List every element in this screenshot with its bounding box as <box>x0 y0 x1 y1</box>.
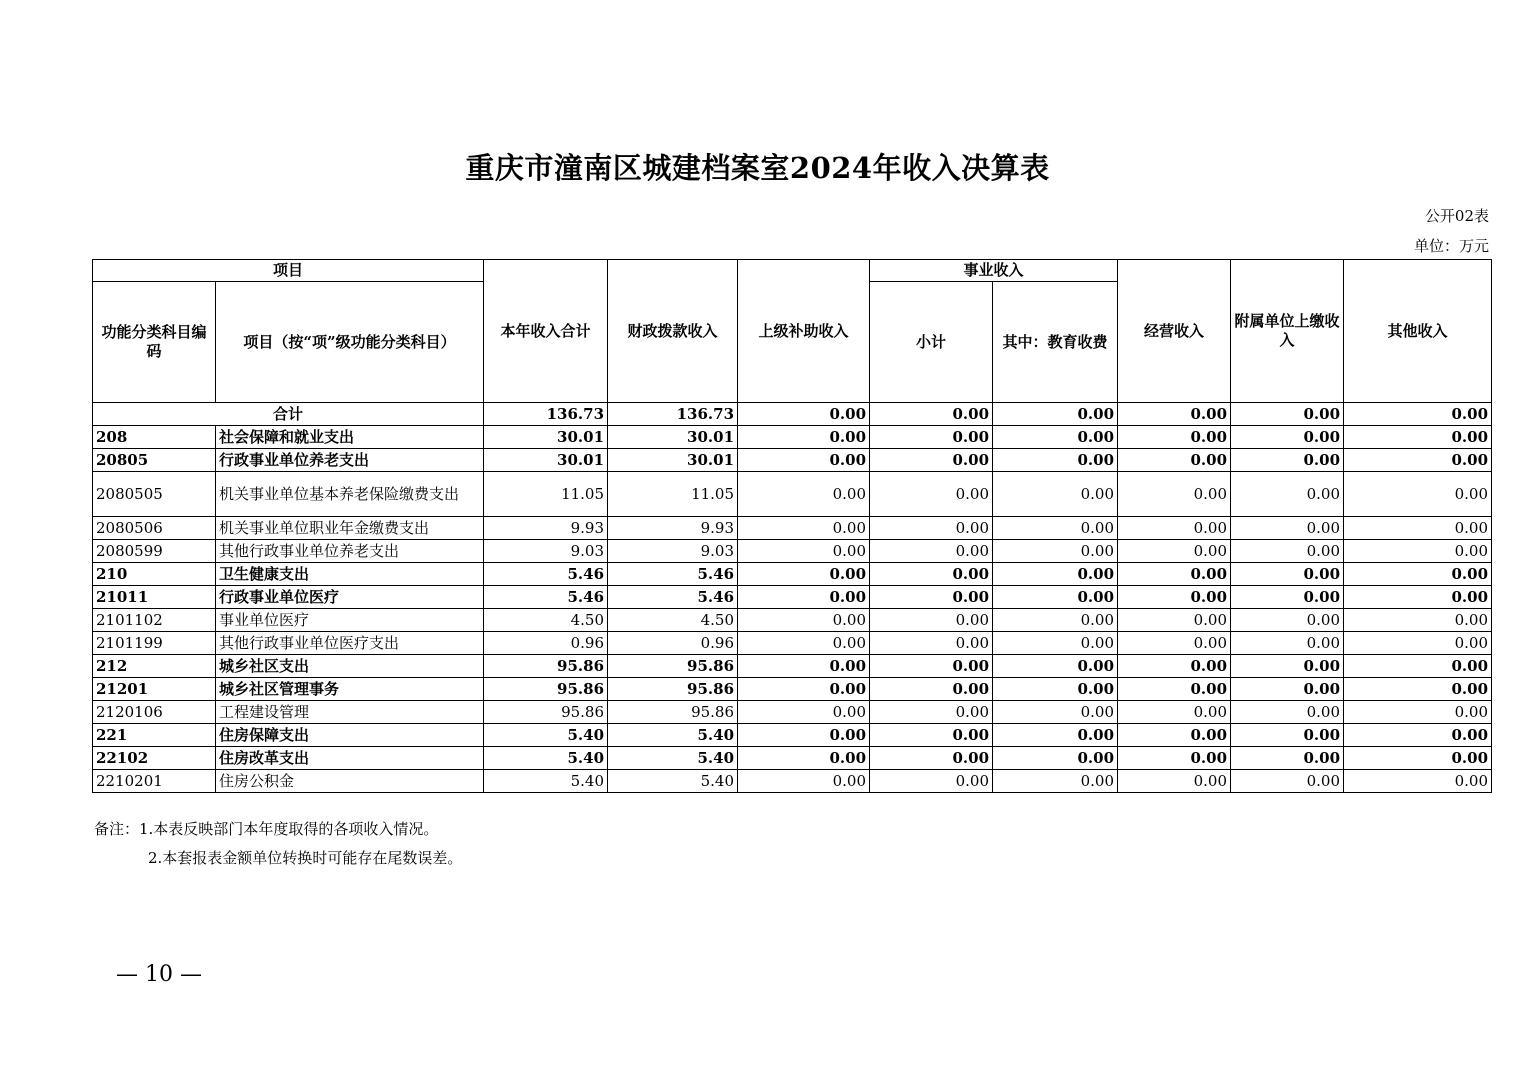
amount-cell: 0.00 <box>1344 563 1492 586</box>
amount-cell: 5.40 <box>484 747 608 770</box>
amount-cell: 4.50 <box>484 609 608 632</box>
amount-cell: 0.00 <box>1231 655 1344 678</box>
total-cell: 136.73 <box>608 403 738 426</box>
amount-cell: 0.00 <box>1231 426 1344 449</box>
total-cell: 0.00 <box>1118 403 1231 426</box>
amount-cell: 0.00 <box>993 747 1118 770</box>
amount-cell: 0.00 <box>1344 426 1492 449</box>
amount-cell: 0.00 <box>993 472 1118 517</box>
amount-cell: 0.00 <box>1344 678 1492 701</box>
amount-cell: 0.00 <box>993 586 1118 609</box>
amount-cell: 0.00 <box>738 449 870 472</box>
note-1: 备注：1.本表反映部门本年度取得的各项收入情况。 <box>94 820 439 838</box>
amount-cell: 0.00 <box>993 449 1118 472</box>
amount-cell: 0.00 <box>738 586 870 609</box>
amount-cell: 0.00 <box>1231 770 1344 793</box>
func-code-cell: 2101102 <box>93 609 216 632</box>
amount-cell: 0.00 <box>1344 632 1492 655</box>
func-code-cell: 22102 <box>93 747 216 770</box>
amount-cell: 0.00 <box>738 701 870 724</box>
amount-cell: 0.00 <box>870 770 993 793</box>
amount-cell: 5.40 <box>484 770 608 793</box>
amount-cell: 5.46 <box>484 586 608 609</box>
amount-cell: 95.86 <box>608 701 738 724</box>
amount-cell: 5.40 <box>608 770 738 793</box>
income-table <box>92 259 1492 793</box>
amount-cell: 5.46 <box>608 563 738 586</box>
amount-cell: 0.00 <box>1344 747 1492 770</box>
item-name-cell: 卫生健康支出 <box>216 563 484 586</box>
total-label: 合计 <box>93 403 484 426</box>
amount-cell: 0.00 <box>1344 586 1492 609</box>
amount-cell: 0.00 <box>738 770 870 793</box>
total-cell: 0.00 <box>738 403 870 426</box>
table-row <box>93 426 1492 449</box>
item-name-cell: 行政事业单位医疗 <box>216 586 484 609</box>
amount-cell: 0.00 <box>738 472 870 517</box>
amount-cell: 0.00 <box>993 426 1118 449</box>
amount-cell: 0.00 <box>870 517 993 540</box>
amount-cell: 0.00 <box>993 517 1118 540</box>
amount-cell: 0.00 <box>870 724 993 747</box>
amount-cell: 0.00 <box>1118 426 1231 449</box>
amount-cell: 0.00 <box>870 678 993 701</box>
table-row <box>93 724 1492 747</box>
amount-cell: 0.00 <box>738 609 870 632</box>
amount-cell: 0.00 <box>870 609 993 632</box>
amount-cell: 0.00 <box>1118 678 1231 701</box>
header-func-code: 功能分类科目编码 <box>93 282 216 403</box>
table-row <box>93 632 1492 655</box>
amount-cell: 0.00 <box>870 655 993 678</box>
amount-cell: 0.00 <box>1118 747 1231 770</box>
amount-cell: 0.00 <box>1231 609 1344 632</box>
func-code-cell: 20805 <box>93 449 216 472</box>
page-number: — 10 — <box>116 962 202 987</box>
table-row <box>93 701 1492 724</box>
func-code-cell: 2210201 <box>93 770 216 793</box>
amount-cell: 0.00 <box>993 770 1118 793</box>
amount-cell: 0.00 <box>993 724 1118 747</box>
amount-cell: 9.03 <box>608 540 738 563</box>
func-code-cell: 2120106 <box>93 701 216 724</box>
amount-cell: 0.00 <box>738 517 870 540</box>
func-code-cell: 2101199 <box>93 632 216 655</box>
amount-cell: 0.00 <box>870 747 993 770</box>
note-2: 2.本套报表金额单位转换时可能存在尾数误差。 <box>148 849 463 867</box>
amount-cell: 0.00 <box>1344 770 1492 793</box>
header-item-name: 项目（按“项”级功能分类科目） <box>216 282 484 403</box>
amount-cell: 9.03 <box>484 540 608 563</box>
amount-cell: 95.86 <box>608 655 738 678</box>
amount-cell: 0.00 <box>1231 632 1344 655</box>
amount-cell: 0.00 <box>1231 472 1344 517</box>
total-cell: 0.00 <box>1344 403 1492 426</box>
item-name-cell: 社会保障和就业支出 <box>216 426 484 449</box>
item-name-cell: 行政事业单位养老支出 <box>216 449 484 472</box>
amount-cell: 0.00 <box>993 678 1118 701</box>
amount-cell: 30.01 <box>484 449 608 472</box>
header-business-group: 事业收入 <box>870 260 1118 282</box>
amount-cell: 0.00 <box>1231 449 1344 472</box>
total-cell: 0.00 <box>993 403 1118 426</box>
item-name-cell: 机关事业单位职业年金缴费支出 <box>216 517 484 540</box>
amount-cell: 0.00 <box>1344 655 1492 678</box>
amount-cell: 0.00 <box>870 586 993 609</box>
amount-cell: 0.00 <box>1344 449 1492 472</box>
amount-cell: 0.00 <box>738 724 870 747</box>
amount-cell: 0.00 <box>1118 632 1231 655</box>
report-title: 重庆市潼南区城建档案室2024年收入决算表 <box>465 151 1050 185</box>
table-row <box>93 609 1492 632</box>
amount-cell: 0.00 <box>870 472 993 517</box>
amount-cell: 95.86 <box>484 701 608 724</box>
amount-cell: 0.00 <box>738 747 870 770</box>
amount-cell: 0.00 <box>993 609 1118 632</box>
amount-cell: 0.00 <box>1344 724 1492 747</box>
amount-cell: 0.00 <box>1118 540 1231 563</box>
form-code: 公开02表 <box>1424 207 1489 225</box>
amount-cell: 0.00 <box>738 655 870 678</box>
amount-cell: 0.00 <box>1344 540 1492 563</box>
item-name-cell: 住房保障支出 <box>216 724 484 747</box>
amount-cell: 9.93 <box>608 517 738 540</box>
amount-cell: 30.01 <box>484 426 608 449</box>
item-name-cell: 住房改革支出 <box>216 747 484 770</box>
amount-cell: 0.96 <box>608 632 738 655</box>
amount-cell: 0.00 <box>1118 770 1231 793</box>
amount-cell: 5.40 <box>484 724 608 747</box>
func-code-cell: 2080599 <box>93 540 216 563</box>
unit-label: 单位：万元 <box>1413 237 1489 255</box>
amount-cell: 11.05 <box>484 472 608 517</box>
amount-cell: 0.00 <box>738 540 870 563</box>
amount-cell: 0.00 <box>1118 724 1231 747</box>
amount-cell: 0.00 <box>1118 701 1231 724</box>
header-fiscal: 财政拨款收入 <box>608 260 738 403</box>
amount-cell: 0.00 <box>1118 586 1231 609</box>
func-code-cell: 208 <box>93 426 216 449</box>
amount-cell: 0.00 <box>1231 701 1344 724</box>
amount-cell: 0.00 <box>1344 609 1492 632</box>
amount-cell: 4.50 <box>608 609 738 632</box>
header-affiliated: 附属单位上缴收入 <box>1231 260 1344 403</box>
item-name-cell: 其他行政事业单位医疗支出 <box>216 632 484 655</box>
amount-cell: 0.00 <box>1231 540 1344 563</box>
total-cell: 0.00 <box>870 403 993 426</box>
table-row <box>93 747 1492 770</box>
table-row <box>93 563 1492 586</box>
item-name-cell: 住房公积金 <box>216 770 484 793</box>
amount-cell: 0.00 <box>870 563 993 586</box>
func-code-cell: 2080506 <box>93 517 216 540</box>
amount-cell: 5.40 <box>608 724 738 747</box>
total-cell: 0.00 <box>1231 403 1344 426</box>
amount-cell: 0.00 <box>1344 701 1492 724</box>
header-total-income: 本年收入合计 <box>484 260 608 403</box>
amount-cell: 30.01 <box>608 426 738 449</box>
amount-cell: 0.00 <box>738 632 870 655</box>
amount-cell: 95.86 <box>484 678 608 701</box>
func-code-cell: 210 <box>93 563 216 586</box>
amount-cell: 0.00 <box>738 426 870 449</box>
amount-cell: 0.00 <box>1118 449 1231 472</box>
amount-cell: 9.93 <box>484 517 608 540</box>
amount-cell: 0.00 <box>870 449 993 472</box>
func-code-cell: 212 <box>93 655 216 678</box>
amount-cell: 0.00 <box>993 540 1118 563</box>
amount-cell: 0.00 <box>993 563 1118 586</box>
header-other: 其他收入 <box>1344 260 1492 403</box>
header-education-fee: 其中：教育收费 <box>993 282 1118 403</box>
total-row <box>93 403 1492 426</box>
func-code-cell: 21201 <box>93 678 216 701</box>
amount-cell: 30.01 <box>608 449 738 472</box>
item-name-cell: 工程建设管理 <box>216 701 484 724</box>
header-superior-subsidy: 上级补助收入 <box>738 260 870 403</box>
table-row <box>93 449 1492 472</box>
func-code-cell: 2080505 <box>93 472 216 517</box>
item-name-cell: 其他行政事业单位养老支出 <box>216 540 484 563</box>
table-row <box>93 770 1492 793</box>
header-subtotal: 小计 <box>870 282 993 403</box>
amount-cell: 0.00 <box>1118 609 1231 632</box>
table-row <box>93 586 1492 609</box>
table-row <box>93 540 1492 563</box>
amount-cell: 0.00 <box>993 701 1118 724</box>
amount-cell: 0.00 <box>1118 563 1231 586</box>
amount-cell: 95.86 <box>484 655 608 678</box>
amount-cell: 0.00 <box>1231 678 1344 701</box>
header-project-group: 项目 <box>93 260 484 282</box>
item-name-cell: 事业单位医疗 <box>216 609 484 632</box>
item-name-cell: 城乡社区管理事务 <box>216 678 484 701</box>
func-code-cell: 221 <box>93 724 216 747</box>
table-row <box>93 472 1492 517</box>
func-code-cell: 21011 <box>93 586 216 609</box>
amount-cell: 0.00 <box>1231 724 1344 747</box>
amount-cell: 0.00 <box>870 540 993 563</box>
amount-cell: 0.00 <box>738 563 870 586</box>
amount-cell: 0.00 <box>870 632 993 655</box>
amount-cell: 0.00 <box>738 678 870 701</box>
table-row <box>93 655 1492 678</box>
amount-cell: 0.00 <box>993 632 1118 655</box>
amount-cell: 11.05 <box>608 472 738 517</box>
amount-cell: 0.00 <box>1231 586 1344 609</box>
amount-cell: 0.96 <box>484 632 608 655</box>
amount-cell: 0.00 <box>1118 655 1231 678</box>
table-row <box>93 517 1492 540</box>
amount-cell: 0.00 <box>870 426 993 449</box>
table-row <box>93 678 1492 701</box>
amount-cell: 0.00 <box>1344 472 1492 517</box>
amount-cell: 5.40 <box>608 747 738 770</box>
amount-cell: 0.00 <box>1231 517 1344 540</box>
item-name-cell: 城乡社区支出 <box>216 655 484 678</box>
amount-cell: 0.00 <box>870 701 993 724</box>
amount-cell: 0.00 <box>1118 517 1231 540</box>
amount-cell: 0.00 <box>1231 563 1344 586</box>
total-cell: 136.73 <box>484 403 608 426</box>
amount-cell: 95.86 <box>608 678 738 701</box>
amount-cell: 0.00 <box>993 655 1118 678</box>
notes <box>94 815 462 873</box>
amount-cell: 0.00 <box>1231 747 1344 770</box>
item-name-cell: 机关事业单位基本养老保险缴费支出 <box>216 472 484 517</box>
amount-cell: 0.00 <box>1344 517 1492 540</box>
amount-cell: 5.46 <box>484 563 608 586</box>
amount-cell: 0.00 <box>1118 472 1231 517</box>
header-operating: 经营收入 <box>1118 260 1231 403</box>
amount-cell: 5.46 <box>608 586 738 609</box>
